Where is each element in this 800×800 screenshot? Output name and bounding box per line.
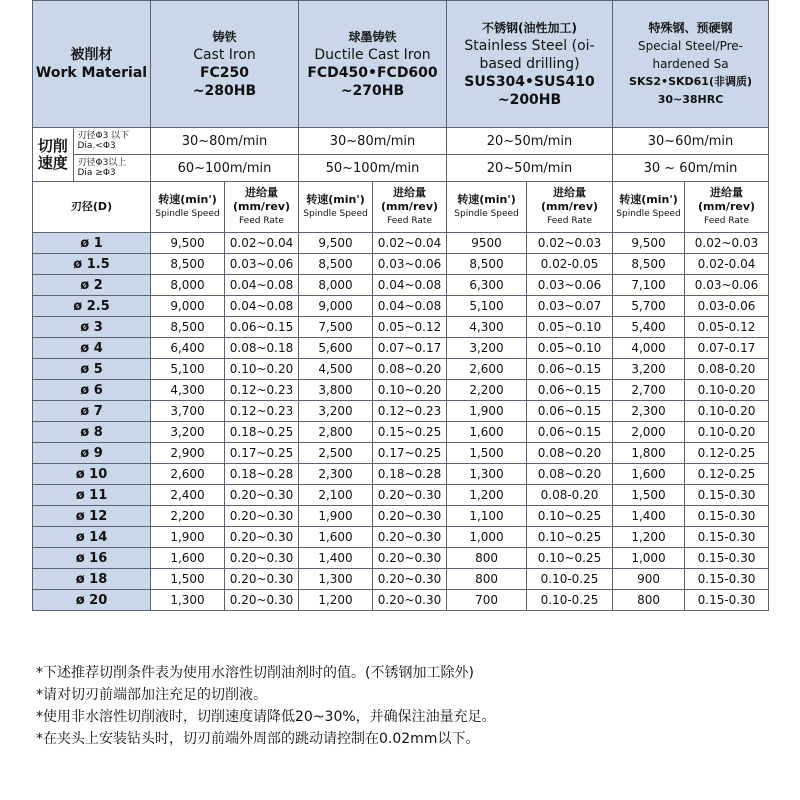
feed-rate-cell: 0.17~0.25 (373, 443, 447, 464)
spindle-speed-cell: 2,300 (613, 401, 685, 422)
feed-rate-cell: 0.20~0.30 (225, 569, 299, 590)
feed-rate-cell: 0.20~0.30 (373, 506, 447, 527)
feed-rate-cell: 0.15-0.30 (685, 506, 769, 527)
feed-rate-cell: 0.10-0.20 (685, 401, 769, 422)
material-zh: 铸铁 (212, 30, 237, 44)
feed-header-unit: (mm/rev) (697, 200, 756, 213)
note-line: *下述推荐切削条件表为使用水溶性切削油剂时的值。(不锈钢加工除外) (36, 665, 474, 681)
feed-header (685, 182, 769, 233)
spindle-speed-cell: 1,200 (447, 485, 527, 506)
feed-rate-cell: 0.07-0.17 (685, 338, 769, 359)
spindle-speed-cell: 2,500 (299, 443, 373, 464)
spindle-speed-cell: 8,000 (151, 275, 225, 296)
feed-header (527, 182, 613, 233)
material-en: Ductile Cast Iron (314, 47, 431, 63)
feed-rate-cell: 0.15-0.30 (685, 569, 769, 590)
feed-rate-cell: 0.03~0.07 (527, 296, 613, 317)
feed-rate-cell: 0.18~0.28 (225, 464, 299, 485)
speed-value: 30~80m/min (299, 128, 447, 155)
feed-rate-cell: 0.05~0.12 (373, 317, 447, 338)
spindle-speed-cell: 9,500 (151, 233, 225, 254)
feed-rate-cell: 0.15-0.30 (685, 527, 769, 548)
diameter-cell: ø 11 (33, 485, 151, 506)
material-hardness: 30~38HRC (657, 93, 724, 106)
material-zh: 球墨铸铁 (348, 30, 397, 44)
feed-rate-cell: 0.12-0.25 (685, 464, 769, 485)
feed-rate-cell: 0.04~0.08 (225, 296, 299, 317)
feed-rate-cell: 0.03~0.06 (225, 254, 299, 275)
spindle-speed-cell: 8,500 (447, 254, 527, 275)
table-row (33, 338, 769, 359)
feed-rate-cell: 0.10~0.25 (527, 527, 613, 548)
feed-rate-cell: 0.08~0.20 (373, 359, 447, 380)
table-row (33, 485, 769, 506)
diameter-cell: ø 14 (33, 527, 151, 548)
condition-small-dia (73, 129, 150, 155)
spindle-speed-cell: 1,600 (299, 527, 373, 548)
feed-rate-cell: 0.03~0.06 (685, 275, 769, 296)
cutting-speed-row-small (33, 128, 769, 155)
feed-rate-cell: 0.08~0.18 (225, 338, 299, 359)
feed-rate-cell: 0.10~0.20 (373, 380, 447, 401)
spindle-speed-cell: 1,000 (447, 527, 527, 548)
feed-rate-cell: 0.10~0.25 (527, 506, 613, 527)
material-grade: FC250 (199, 65, 250, 81)
diameter-cell: ø 7 (33, 401, 151, 422)
note-line: *在夹头上安装钻头时，切刃前端外周部的跳动请控制在0.02mm以下。 (36, 731, 480, 747)
speed-value: 30~60m/min (613, 128, 769, 155)
diameter-header: 刃径(D) (33, 182, 151, 233)
spindle-speed-cell: 1,100 (447, 506, 527, 527)
feed-rate-cell: 0.02~0.04 (373, 233, 447, 254)
spindle-speed-cell: 1,600 (447, 422, 527, 443)
feed-rate-cell: 0.04~0.08 (373, 296, 447, 317)
material-cast-iron (151, 1, 299, 128)
feed-rate-cell: 0.06~0.15 (225, 317, 299, 338)
spindle-speed-cell: 2,700 (613, 380, 685, 401)
feed-rate-cell: 0.03-0.06 (685, 296, 769, 317)
spindle-speed-cell: 800 (613, 590, 685, 611)
feed-header-en: Feed Rate (239, 216, 284, 226)
material-zh: 特殊钢、预硬钢 (648, 21, 733, 35)
condition-small-en: Dia.<Φ3 (77, 141, 116, 152)
feed-rate-cell: 0.02~0.04 (225, 233, 299, 254)
diameter-cell: ø 16 (33, 548, 151, 569)
spindle-speed-cell: 800 (447, 548, 527, 569)
table-row (33, 359, 769, 380)
spindle-speed-cell: 900 (613, 569, 685, 590)
diameter-cell: ø 10 (33, 464, 151, 485)
work-material-zh: 被削材 (70, 47, 113, 63)
rpm-header (613, 182, 685, 233)
feed-rate-cell: 0.08-0.20 (527, 485, 613, 506)
spindle-speed-cell: 8,500 (613, 254, 685, 275)
diameter-cell: ø 9 (33, 443, 151, 464)
condition-small-zh: 刃径Φ3 以下 (77, 131, 130, 142)
spindle-speed-cell: 3,200 (299, 401, 373, 422)
spindle-speed-cell: 4,300 (151, 380, 225, 401)
diameter-cell: ø 5 (33, 359, 151, 380)
feed-rate-cell: 0.04~0.08 (373, 275, 447, 296)
feed-rate-cell: 0.10~0.25 (527, 548, 613, 569)
spindle-speed-cell: 1,400 (299, 548, 373, 569)
feed-rate-cell: 0.12-0.25 (685, 443, 769, 464)
feed-rate-cell: 0.18~0.25 (225, 422, 299, 443)
spindle-speed-cell: 6,400 (151, 338, 225, 359)
rpm-header-en: Spindle Speed (155, 209, 220, 219)
feed-header (225, 182, 299, 233)
spindle-speed-cell: 2,600 (151, 464, 225, 485)
diameter-cell: ø 2 (33, 275, 151, 296)
rpm-header-zh: 转速(min') (457, 193, 516, 206)
table-row (33, 569, 769, 590)
material-hardness: ~280HB (192, 83, 257, 99)
spindle-speed-cell: 1,600 (613, 464, 685, 485)
spindle-speed-cell: 4,500 (299, 359, 373, 380)
feed-rate-cell: 0.15-0.30 (685, 548, 769, 569)
material-en: Special Steel/Pre-hardened Sa (638, 39, 743, 71)
rpm-header (447, 182, 527, 233)
feed-rate-cell: 0.15-0.30 (685, 590, 769, 611)
feed-rate-cell: 0.20~0.30 (225, 590, 299, 611)
table-row (33, 548, 769, 569)
table-row (33, 275, 769, 296)
spindle-speed-cell: 1,000 (613, 548, 685, 569)
spindle-speed-cell: 8,500 (299, 254, 373, 275)
table-row (33, 401, 769, 422)
feed-rate-cell: 0.10-0.20 (685, 380, 769, 401)
spindle-speed-cell: 1,500 (613, 485, 685, 506)
diameter-cell: ø 1 (33, 233, 151, 254)
feed-rate-cell: 0.10-0.20 (685, 422, 769, 443)
spindle-speed-cell: 1,900 (299, 506, 373, 527)
material-hardness: ~270HB (340, 83, 405, 99)
spindle-speed-cell: 3,200 (613, 359, 685, 380)
feed-rate-cell: 0.20~0.30 (225, 506, 299, 527)
spindle-speed-cell: 1,400 (613, 506, 685, 527)
feed-rate-cell: 0.12~0.23 (225, 401, 299, 422)
spindle-speed-cell: 2,100 (299, 485, 373, 506)
cutting-conditions-table (32, 0, 769, 611)
speed-value: 20~50m/min (447, 128, 613, 155)
table-row (33, 233, 769, 254)
material-zh: 不锈钢(油性加工) (482, 21, 577, 35)
diameter-cell: ø 1.5 (33, 254, 151, 275)
feed-header-en: Feed Rate (387, 216, 432, 226)
material-grade: FCD450•FCD600 (307, 65, 438, 81)
spindle-speed-cell: 8,500 (151, 254, 225, 275)
feed-rate-cell: 0.02-0.04 (685, 254, 769, 275)
feed-rate-cell: 0.02~0.03 (685, 233, 769, 254)
spindle-speed-cell: 9,500 (613, 233, 685, 254)
material-stainless-steel (447, 1, 613, 128)
material-grade: SKS2•SKD61(非调质) (629, 75, 753, 88)
feed-rate-cell: 0.05~0.10 (527, 317, 613, 338)
feed-header-zh: 进给量 (245, 186, 278, 199)
spindle-speed-cell: 9,000 (151, 296, 225, 317)
spindle-speed-cell: 5,600 (299, 338, 373, 359)
feed-rate-cell: 0.17~0.25 (225, 443, 299, 464)
feed-rate-cell: 0.20~0.30 (373, 569, 447, 590)
spindle-speed-cell: 2,200 (151, 506, 225, 527)
feed-rate-cell: 0.02~0.03 (527, 233, 613, 254)
material-ductile-cast-iron (299, 1, 447, 128)
diameter-cell: ø 6 (33, 380, 151, 401)
table-row (33, 527, 769, 548)
feed-rate-cell: 0.06~0.15 (527, 422, 613, 443)
feed-header-en: Feed Rate (547, 216, 592, 226)
diameter-cell: ø 12 (33, 506, 151, 527)
feed-rate-cell: 0.03~0.06 (527, 275, 613, 296)
note-line: *使用非水溶性切削液时，切削速度请降低20~30%，并确保注油量充足。 (36, 709, 496, 725)
speed-value: 30~80m/min (151, 128, 299, 155)
speed-value: 30 ~ 60m/min (613, 155, 769, 182)
feed-rate-cell: 0.05~0.10 (527, 338, 613, 359)
spindle-speed-cell: 1,500 (447, 443, 527, 464)
spindle-speed-cell: 8,500 (151, 317, 225, 338)
diameter-cell: ø 3 (33, 317, 151, 338)
spindle-speed-cell: 3,700 (151, 401, 225, 422)
spindle-speed-cell: 2,800 (299, 422, 373, 443)
feed-rate-cell: 0.20~0.30 (373, 590, 447, 611)
feed-rate-cell: 0.05-0.12 (685, 317, 769, 338)
diameter-cell: ø 4 (33, 338, 151, 359)
feed-header-unit: (mm/rev) (380, 200, 439, 213)
feed-rate-cell: 0.15-0.30 (685, 485, 769, 506)
feed-rate-cell: 0.07~0.17 (373, 338, 447, 359)
feed-rate-cell: 0.18~0.28 (373, 464, 447, 485)
feed-rate-cell: 0.02-0.05 (527, 254, 613, 275)
table-row (33, 506, 769, 527)
feed-rate-cell: 0.10~0.20 (225, 359, 299, 380)
condition-large-dia (73, 155, 150, 181)
spindle-speed-cell: 700 (447, 590, 527, 611)
speed-value: 20~50m/min (447, 155, 613, 182)
spindle-speed-cell: 5,100 (447, 296, 527, 317)
table-row (33, 422, 769, 443)
material-special-steel (613, 1, 769, 128)
spindle-speed-cell: 3,200 (447, 338, 527, 359)
cutting-speed-label: 切削速度 (33, 129, 73, 181)
feed-rate-cell: 0.12~0.23 (225, 380, 299, 401)
table-row (33, 254, 769, 275)
feed-rate-cell: 0.20~0.30 (225, 548, 299, 569)
spindle-speed-cell: 5,700 (613, 296, 685, 317)
feed-header-zh: 进给量 (553, 186, 587, 199)
spindle-speed-cell: 4,300 (447, 317, 527, 338)
feed-rate-cell: 0.03~0.06 (373, 254, 447, 275)
rpm-header-en: Spindle Speed (616, 209, 681, 219)
spindle-speed-cell: 8,000 (299, 275, 373, 296)
feed-rate-cell: 0.12~0.23 (373, 401, 447, 422)
material-en: Cast Iron (193, 47, 256, 63)
note-line: *请对切刃前端部加注充足的切削液。 (36, 687, 267, 703)
material-header-row (33, 1, 769, 128)
spindle-speed-cell: 9,500 (299, 233, 373, 254)
speed-value: 50~100m/min (299, 155, 447, 182)
material-hardness: ~200HB (497, 92, 562, 108)
feed-rate-cell: 0.08~0.20 (527, 443, 613, 464)
feed-rate-cell: 0.10-0.25 (527, 569, 613, 590)
rpm-header-en: Spindle Speed (454, 209, 519, 219)
spindle-speed-cell: 1,200 (299, 590, 373, 611)
table-row (33, 590, 769, 611)
rpm-header-zh: 转速(min') (619, 193, 678, 206)
cutting-speed-label-cell (33, 128, 151, 182)
rpm-header (151, 182, 225, 233)
feed-header (373, 182, 447, 233)
spindle-speed-cell: 3,800 (299, 380, 373, 401)
speed-value: 60~100m/min (151, 155, 299, 182)
table-row (33, 380, 769, 401)
spindle-speed-cell: 1,500 (151, 569, 225, 590)
feed-rate-cell: 0.06~0.15 (527, 359, 613, 380)
spindle-speed-cell: 9500 (447, 233, 527, 254)
spindle-speed-cell: 6,300 (447, 275, 527, 296)
spindle-speed-cell: 1,900 (447, 401, 527, 422)
spindle-speed-cell: 2,300 (299, 464, 373, 485)
material-grade: SUS304•SUS410 (464, 74, 595, 90)
feed-rate-cell: 0.20~0.30 (373, 527, 447, 548)
table-row (33, 443, 769, 464)
diameter-cell: ø 2.5 (33, 296, 151, 317)
spindle-speed-cell: 800 (447, 569, 527, 590)
material-en: Stainless Steel (oi-based drilling) (464, 38, 595, 72)
column-subheader-row (33, 182, 769, 233)
feed-header-unit: (mm/rev) (540, 200, 599, 213)
spindle-speed-cell: 7,100 (613, 275, 685, 296)
rpm-header-zh: 转速(min') (158, 193, 217, 206)
spindle-speed-cell: 5,100 (151, 359, 225, 380)
feed-rate-cell: 0.20~0.30 (373, 548, 447, 569)
feed-rate-cell: 0.20~0.30 (225, 527, 299, 548)
feed-header-en: Feed Rate (704, 216, 749, 226)
spindle-speed-cell: 2,600 (447, 359, 527, 380)
spindle-speed-cell: 1,800 (613, 443, 685, 464)
feed-header-zh: 进给量 (393, 186, 426, 199)
spindle-speed-cell: 4,000 (613, 338, 685, 359)
feed-rate-cell: 0.20~0.30 (373, 485, 447, 506)
spindle-speed-cell: 1,600 (151, 548, 225, 569)
spindle-speed-cell: 1,300 (151, 590, 225, 611)
feed-rate-cell: 0.15~0.25 (373, 422, 447, 443)
table-row (33, 464, 769, 485)
feed-rate-cell: 0.08-0.20 (685, 359, 769, 380)
spindle-speed-cell: 2,000 (613, 422, 685, 443)
work-material-cell (33, 1, 151, 128)
notes (36, 662, 776, 750)
spindle-speed-cell: 7,500 (299, 317, 373, 338)
spindle-speed-cell: 1,900 (151, 527, 225, 548)
diameter-cell: ø 20 (33, 590, 151, 611)
spindle-speed-cell: 9,000 (299, 296, 373, 317)
diameter-cell: ø 8 (33, 422, 151, 443)
feed-header-zh: 进给量 (710, 186, 744, 199)
spindle-speed-cell: 5,400 (613, 317, 685, 338)
spindle-speed-cell: 2,200 (447, 380, 527, 401)
diameter-cell: ø 18 (33, 569, 151, 590)
feed-rate-cell: 0.08~0.20 (527, 464, 613, 485)
feed-rate-cell: 0.04~0.08 (225, 275, 299, 296)
spindle-speed-cell: 1,200 (613, 527, 685, 548)
rpm-header-en: Spindle Speed (303, 209, 368, 219)
cutting-speed-label-grid (33, 129, 150, 181)
rpm-header-zh: 转速(min') (306, 193, 365, 206)
feed-rate-cell: 0.10-0.25 (527, 590, 613, 611)
feed-rate-cell: 0.06~0.15 (527, 401, 613, 422)
work-material-en: Work Material (35, 65, 148, 81)
spindle-speed-cell: 3,200 (151, 422, 225, 443)
spindle-speed-cell: 1,300 (447, 464, 527, 485)
table-row (33, 317, 769, 338)
condition-large-en: Dia ≥Φ3 (77, 167, 116, 178)
condition-large-zh: 刃径Φ3以上 (77, 157, 127, 168)
feed-rate-cell: 0.06~0.15 (527, 380, 613, 401)
spindle-speed-cell: 2,900 (151, 443, 225, 464)
feed-rate-cell: 0.20~0.30 (225, 485, 299, 506)
spindle-speed-cell: 2,400 (151, 485, 225, 506)
table-row (33, 296, 769, 317)
rpm-header (299, 182, 373, 233)
cutting-conditions-sheet (32, 0, 768, 611)
feed-header-unit: (mm/rev) (232, 200, 291, 213)
spindle-speed-cell: 1,300 (299, 569, 373, 590)
